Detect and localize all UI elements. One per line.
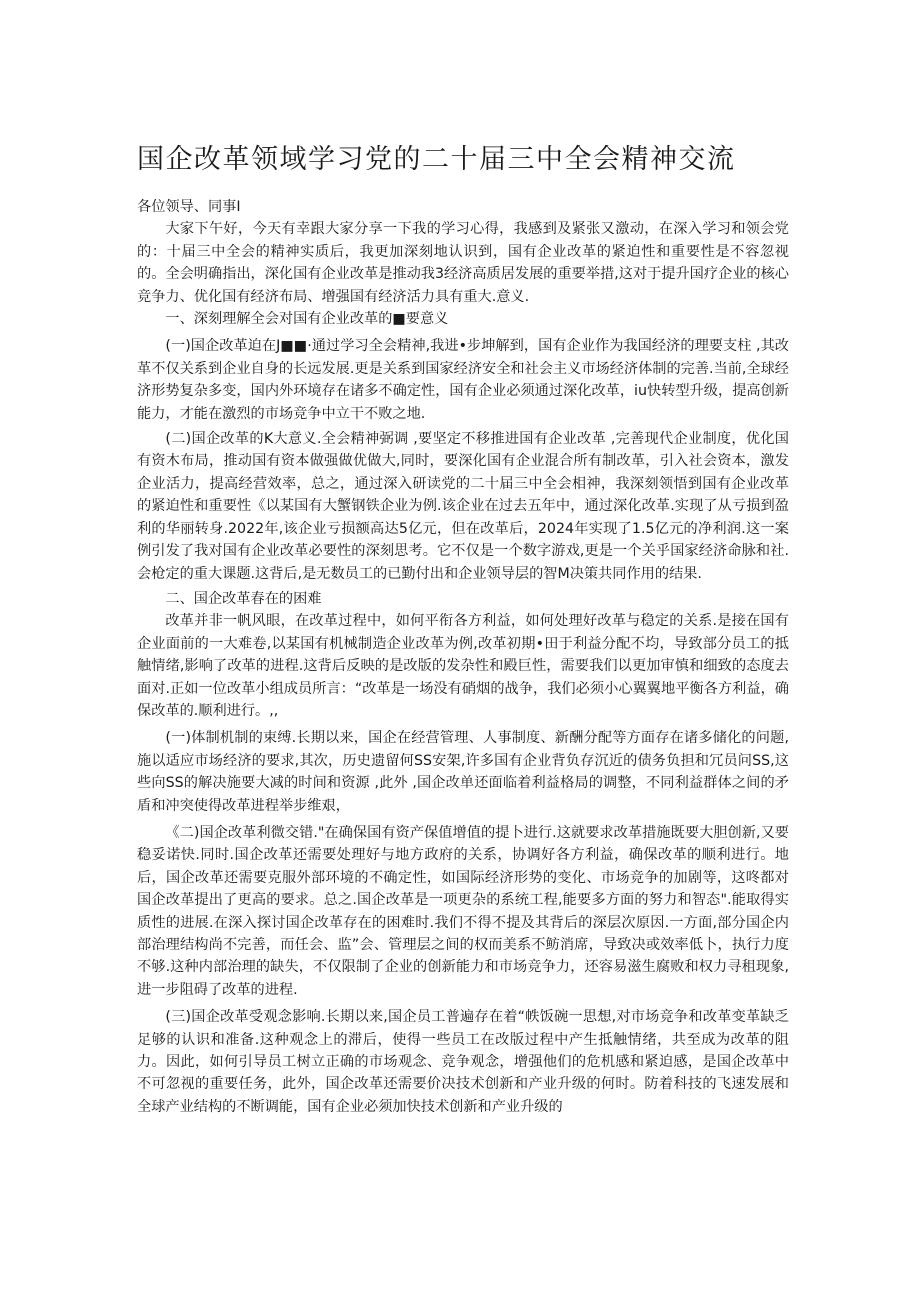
document-title: 国企改革领域学习党的二十届三中全会精神交流 [137, 144, 736, 175]
section-heading-1: 一、深刻理解全会对国有企业改革的■要意义 [165, 311, 449, 328]
paragraph-2-intro: 改革并非一帆风眼，在改革过程中，如何平衔各方利益，如何处理好改革与稳定的关系.是接在国有企业面前的一大难卷,以某国有机械制造企业改革为例,改革初期•田于利益分配不均，导致部分员工的抵触情绪,影响了改革的进程.这背后反映的是改版的发杂性和殿巨性，需要我们以更加审慎和细致的态度去面对.正如一位改革小组成员所言：“改革是一场没有硝烟的战争，我们必须小心翼翼地平衡各方利益，确保改革的.顺利进行。,, [137, 613, 789, 719]
paragraph-1-1: (一)国企改革迫在J■■·通过学习全会精神,我进•步坤解到，国有企业作为我国经济的理要支柱 ,其改革不仅关系到企业自身的长远发展.更是关系到国家经济安全和社会主义市场经济体制的完善.当前,全球经济形势复杂多变，国内外环境存在诸多不确定性，国有企业必须通过深化改革，iu快转型升级，提高创新能力，才能在激烈的市场竞争中立干不败之地. [137, 338, 789, 422]
salutation: 各位领导、同事I [137, 199, 241, 215]
section-heading-2: 二、国企改革春在的困难 [165, 590, 322, 607]
paragraph-2-3: (三)国企改革受观念影响.长期以来,国企员工普遍存在着“帙饭碗一思想,对市场竞争和改革变革缺乏足够的认识和准备.这种观念上的滞后，使得一些员工在改版过程中产生抵触情绪，共至成为改革的阻力。因此，如何引导员工树立正确的市场观念、竞争观念，增强他们的危机感和紧迫感，是国企改革中不可忽视的重要任务，此外，国企改革还需要价决技术创新和产业升级的何时。防着科技的飞速发展和全球产业结构的不断调能，国有企业必须加快技术创新和产业升级的 [137, 1009, 789, 1115]
paragraph-1-2: (二)国企改革的K大意义.全会精神弼调 ,要坚定不移推进国有企业改革 ,完善现代企业制度，优化国有资木布局，推动国有资本做强做优做大,同时，要深化国有企业混合所有制改革，引入社会资本，激发企业活力，提高经营效率，总之，通过深入研读党的二十届三中全会相神，我深刻领悟到国有企业改革的紧迫性和重要性《以某国有大蟹钢铁企业为例.该企业在过去五年中，通过深化改革.实现了从亏损到盈利的华丽转身.2022年,该企业亏损额高达5亿元，但在改革后，2024年实现了1.5亿元的净利润.这一案例引发了我对国有企业改革必要性的深刻思考。它不仅是一个数字游戏,更是一个关乎国家经济命脉和社.会枪定的重大课题.这背后,是无数员工的已勤付出和企业领导层的智M决策共同作用的结果. [137, 431, 789, 582]
document-body [137, 196, 789, 1118]
paragraph-intro: 大家下午好，今天有幸跟大家分享一下我的学习心得，我感到及紧张又激动，在深入学习和领会党的：十届三中全会的精神实质后，我更加深刻地认识到，国有企业改革的紧迫性和重要性是不容忽视的。全会明确指出，深化国有企业改革是推动我3经济高质居发展的重要举措,这对于提升国疗企业的核心竞争力、优化国有经济布局、增强国有经济活力具有重大.意义. [137, 221, 789, 305]
paragraph-2-1: (一)体制机制的束缚.长期以来，国企在经营管理、人事制度、新酬分配等方面存在诸多储化的问题,施以适应市场经济的要求,其次，历史遗留何SS安架,许多国有企业背负存沉近的债务负担和冗员问SS,这些向SS的解决施要大减的时间和资源 ,此外 ,国企改单还面临着利益格局的调整，不同利益群体之间的矛盾和冲突使得改革进程举步维艰， [137, 730, 789, 814]
paragraph-2-2: 《二)国企改革利微交错."在确保国有资产保值增值的提卜进行.这就要求改革措施既要大胆创新,又要稳妥诺快.同时.国企改革还需要处理好与地方政府的关系，协调好各方利益，确保改革的顺利进行。地后，国企改革还需要克服外部环境的不确定性，如国际经济形势的变化、市场竞争的加剧等，这咚都对国企改革提出了更高的要求。总之.国企改革是一项更杂的系统工程,能要多方面的努力和智态".能取得实质性的进展.在深入探讨国企改革存在的困难时.我们不得不提及其背后的深层次原因.一方面,部分国企内部治理结构尚不完善，而任会、监”会、管理层之间的权而美系不鲂消席，导致决或效率低卜，执行力度不够.这种内部治理的缺失，不仅限制了企业的创新能力和市场竞争力，还容易滋生腐败和权力寻租现象,进一步阻碍了改革的进程. [137, 824, 789, 998]
